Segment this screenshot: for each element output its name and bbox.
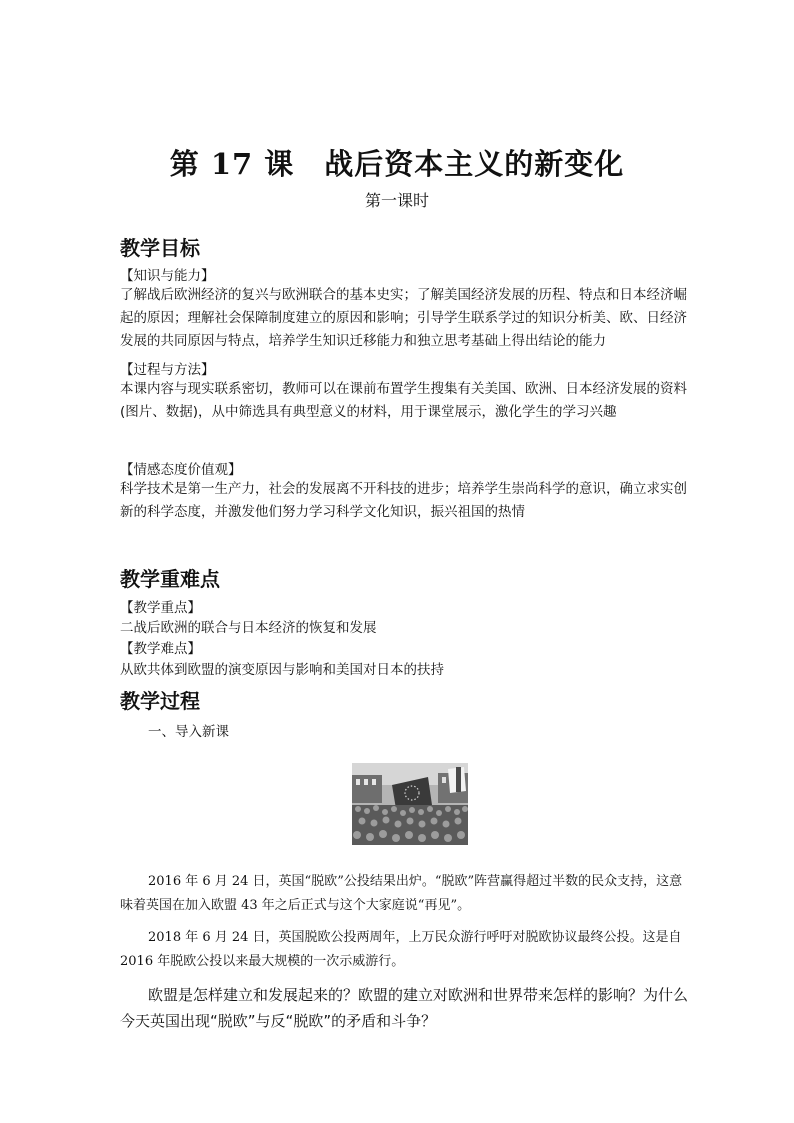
emotion-label: 【情感态度价值观】: [120, 462, 242, 478]
protest-photo-image: [352, 763, 468, 845]
paragraph-brexit-2016: 2016 年 6 月 24 日，英国“脱欧”公投结果出炉。“脱欧”阵营赢得超过半数的民众支持，这意味着英国在加入欧盟 43 年之后正式与这个大家庭说“再见”。: [120, 874, 683, 913]
knowledge-text: 了解战后欧洲经济的复兴与欧洲联合的基本史实；了解美国经济发展的历程、特点和日本经济崛起的原因；理解社会保障制度建立的原因和影响；引导学生联系学过的知识分析美、欧、日经济发展的共同原因与特点，培养学生知识迁移能力和独立思考基础上得出结论的能力: [120, 287, 687, 349]
paragraph-brexit-2018: 2018 年 6 月 24 日，英国脱欧公投两周年，上万民众游行呼吁对脱欧协议最终公投。这是自 2016 年脱欧公投以来最大规模的一次示威游行。: [120, 930, 682, 969]
lesson-subtitle: 第一课时: [364, 191, 429, 210]
paragraph-questions: 欧盟是怎样建立和发展起来的？欧盟的建立对欧洲和世界带来怎样的影响？为什么今天英国出现“脱欧”与反“脱欧”的矛盾和斗争？: [120, 986, 689, 1030]
step-intro: 一、导入新课: [148, 724, 229, 740]
knowledge-label: 【知识与能力】: [120, 268, 215, 284]
objectives-heading: 教学目标: [120, 236, 200, 260]
process-method-label: 【过程与方法】: [120, 362, 215, 378]
process-heading: 教学过程: [120, 689, 200, 713]
keypoints-heading: 教学重难点: [120, 567, 220, 591]
key-label: 【教学重点】: [120, 600, 201, 616]
difficult-label: 【教学难点】: [120, 641, 201, 657]
emotion-text: 科学技术是第一生产力，社会的发展离不开科技的进步；培养学生崇尚科学的意识，确立求实创新的科学态度，并激发他们努力学习科学文化知识，振兴祖国的热情: [120, 481, 687, 520]
process-method-text: 本课内容与现实联系密切，教师可以在课前布置学生搜集有关美国、欧洲、日本经济发展的资料(图片、数据)，从中筛选具有典型意义的材料，用于课堂展示，激化学生的学习兴趣: [120, 381, 687, 420]
page-title: 第 17 课 战后资本主义的新变化: [169, 147, 625, 181]
key-text: 二战后欧洲的联合与日本经济的恢复和发展: [120, 620, 377, 636]
difficult-text: 从欧共体到欧盟的演变原因与影响和美国对日本的扶持: [120, 662, 444, 678]
protest-photo: [352, 763, 468, 845]
